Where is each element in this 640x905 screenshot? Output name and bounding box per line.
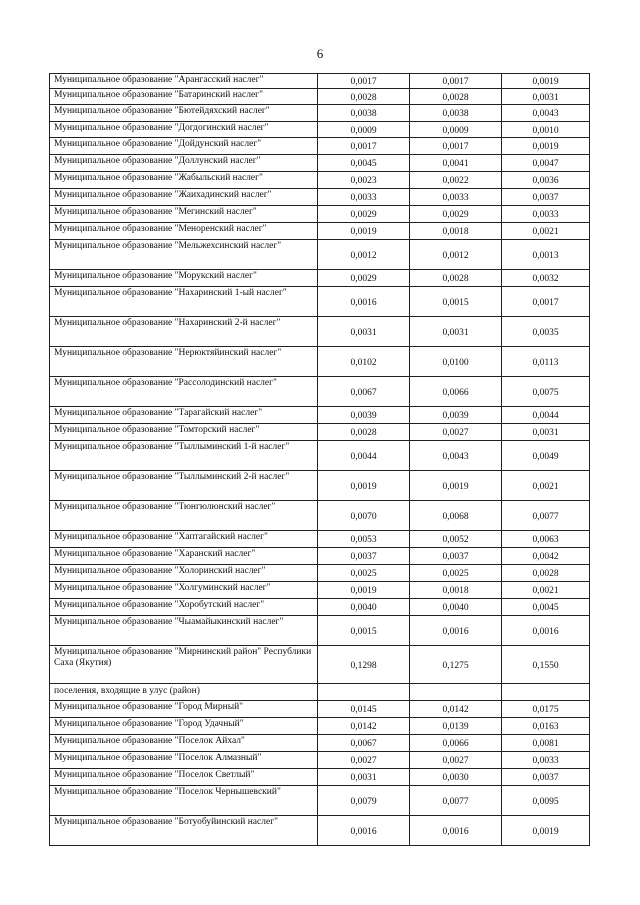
municipality-name: Муниципальное образование "Тыллыминский 1-й наслег" bbox=[50, 441, 318, 471]
value-col-1: 0,0019 bbox=[318, 471, 410, 501]
page-number: 6 bbox=[316, 46, 324, 61]
municipality-name: Муниципальное образование "Холоринский наслег" bbox=[50, 565, 318, 582]
municipality-name: Муниципальное образование "Город Мирный" bbox=[50, 701, 318, 718]
value-col-1 bbox=[318, 684, 410, 701]
value-col-3: 0,0037 bbox=[502, 769, 590, 786]
value-col-3: 0,0032 bbox=[502, 270, 590, 287]
municipality-name: Муниципальное образование "Меноренский наслег" bbox=[50, 223, 318, 240]
value-col-2: 0,0012 bbox=[410, 240, 502, 270]
value-col-1: 0,0019 bbox=[318, 582, 410, 599]
table-row bbox=[50, 471, 590, 501]
value-col-1: 0,0033 bbox=[318, 189, 410, 206]
value-col-3: 0,0036 bbox=[502, 172, 590, 189]
municipality-name: Муниципальное образование "Доллунский наслег" bbox=[50, 155, 318, 172]
value-col-1: 0,0044 bbox=[318, 441, 410, 471]
table-row bbox=[50, 786, 590, 816]
value-col-1: 0,0067 bbox=[318, 735, 410, 752]
value-col-1: 0,0029 bbox=[318, 206, 410, 223]
municipality-name: Муниципальное образование "Нахаринский 2-й наслег" bbox=[50, 317, 318, 347]
value-col-1: 0,0040 bbox=[318, 599, 410, 616]
municipality-name: Муниципальное образование "Холгуминский наслег" bbox=[50, 582, 318, 599]
table-row bbox=[50, 223, 590, 240]
section-row bbox=[50, 684, 590, 701]
table-row bbox=[50, 407, 590, 424]
value-col-1: 0,0031 bbox=[318, 317, 410, 347]
municipality-name: Муниципальное образование "Поселок Айхал" bbox=[50, 735, 318, 752]
municipality-name: Муниципальное образование "Томторский наслег" bbox=[50, 424, 318, 441]
table-row bbox=[50, 565, 590, 582]
value-col-3: 0,0113 bbox=[502, 347, 590, 377]
value-col-1: 0,0012 bbox=[318, 240, 410, 270]
value-col-3: 0,0175 bbox=[502, 701, 590, 718]
table-row bbox=[50, 240, 590, 270]
table-row bbox=[50, 206, 590, 223]
value-col-2: 0,0100 bbox=[410, 347, 502, 377]
value-col-3: 0,0045 bbox=[502, 599, 590, 616]
table-row bbox=[50, 735, 590, 752]
value-col-3: 0,0021 bbox=[502, 471, 590, 501]
value-col-3: 0,0017 bbox=[502, 287, 590, 317]
table-row bbox=[50, 501, 590, 531]
value-col-2: 0,0039 bbox=[410, 407, 502, 424]
value-col-1: 0,0016 bbox=[318, 816, 410, 846]
table-body bbox=[50, 74, 590, 846]
value-col-3: 0,0081 bbox=[502, 735, 590, 752]
value-col-2: 0,0019 bbox=[410, 471, 502, 501]
value-col-1: 0,0025 bbox=[318, 565, 410, 582]
municipality-name: Муниципальное образование "Мельжехсинский наслег" bbox=[50, 240, 318, 270]
value-col-2: 0,0139 bbox=[410, 718, 502, 735]
value-col-2: 0,0052 bbox=[410, 531, 502, 548]
value-col-3: 0,0044 bbox=[502, 407, 590, 424]
table-row bbox=[50, 155, 590, 172]
value-col-2: 0,0017 bbox=[410, 74, 502, 89]
value-col-1: 0,0031 bbox=[318, 769, 410, 786]
table-row bbox=[50, 531, 590, 548]
value-col-3: 0,0019 bbox=[502, 138, 590, 155]
value-col-1: 0,0023 bbox=[318, 172, 410, 189]
value-col-3: 0,0016 bbox=[502, 616, 590, 646]
table-row bbox=[50, 701, 590, 718]
municipality-name: Муниципальное образование "Жабыльский наслег" bbox=[50, 172, 318, 189]
value-col-1: 0,0037 bbox=[318, 548, 410, 565]
table-row bbox=[50, 122, 590, 138]
value-col-3: 0,0163 bbox=[502, 718, 590, 735]
value-col-3: 0,0013 bbox=[502, 240, 590, 270]
value-col-2: 0,0009 bbox=[410, 122, 502, 138]
value-col-2: 0,0030 bbox=[410, 769, 502, 786]
value-col-2: 0,0037 bbox=[410, 548, 502, 565]
value-col-3: 0,0049 bbox=[502, 441, 590, 471]
municipality-name: Муниципальное образование "Хаптагайский наслег" bbox=[50, 531, 318, 548]
value-col-2: 0,0066 bbox=[410, 735, 502, 752]
municipality-name: Муниципальное образование "Поселок Алмазный" bbox=[50, 752, 318, 769]
value-col-3: 0,0019 bbox=[502, 816, 590, 846]
value-col-2: 0,0028 bbox=[410, 270, 502, 287]
value-col-2: 0,0018 bbox=[410, 223, 502, 240]
table-row bbox=[50, 270, 590, 287]
value-col-1: 0,1298 bbox=[318, 646, 410, 684]
value-col-3: 0,0031 bbox=[502, 424, 590, 441]
value-col-3: 0,0047 bbox=[502, 155, 590, 172]
value-col-1: 0,0019 bbox=[318, 223, 410, 240]
municipality-name: Муниципальное образование "Морукский наслег" bbox=[50, 270, 318, 287]
value-col-3: 0,0021 bbox=[502, 223, 590, 240]
value-col-1: 0,0038 bbox=[318, 105, 410, 122]
value-col-1: 0,0102 bbox=[318, 347, 410, 377]
value-col-2: 0,0038 bbox=[410, 105, 502, 122]
value-col-3: 0,0021 bbox=[502, 582, 590, 599]
value-col-1: 0,0039 bbox=[318, 407, 410, 424]
value-col-1: 0,0145 bbox=[318, 701, 410, 718]
value-col-3: 0,0075 bbox=[502, 377, 590, 407]
table-row bbox=[50, 718, 590, 735]
value-col-2: 0,0043 bbox=[410, 441, 502, 471]
municipality-name: Муниципальное образование "Хоробутский наслег" bbox=[50, 599, 318, 616]
table-row bbox=[50, 317, 590, 347]
table-row bbox=[50, 548, 590, 565]
value-col-3: 0,0031 bbox=[502, 89, 590, 105]
value-col-1: 0,0028 bbox=[318, 424, 410, 441]
value-col-2: 0,1275 bbox=[410, 646, 502, 684]
table-row bbox=[50, 189, 590, 206]
municipality-name: Муниципальное образование "Тыллыминский 2-й наслег" bbox=[50, 471, 318, 501]
value-col-2: 0,0068 bbox=[410, 501, 502, 531]
value-col-3: 0,0095 bbox=[502, 786, 590, 816]
value-col-3: 0,0033 bbox=[502, 752, 590, 769]
value-col-1: 0,0017 bbox=[318, 74, 410, 89]
value-col-1: 0,0053 bbox=[318, 531, 410, 548]
municipality-name: Муниципальное образование "Батаринский наслег" bbox=[50, 89, 318, 105]
table-row bbox=[50, 816, 590, 846]
value-col-3: 0,0043 bbox=[502, 105, 590, 122]
municipality-name: Муниципальное образование "Бютейдяхский наслег" bbox=[50, 105, 318, 122]
value-col-2: 0,0066 bbox=[410, 377, 502, 407]
table-row bbox=[50, 89, 590, 105]
value-col-1: 0,0045 bbox=[318, 155, 410, 172]
value-col-1: 0,0079 bbox=[318, 786, 410, 816]
value-col-3: 0,1550 bbox=[502, 646, 590, 684]
value-col-2: 0,0027 bbox=[410, 752, 502, 769]
value-col-3: 0,0042 bbox=[502, 548, 590, 565]
table-row bbox=[50, 616, 590, 646]
value-col-2: 0,0142 bbox=[410, 701, 502, 718]
municipality-name: Муниципальное образование "Нерюктяйинский наслег" bbox=[50, 347, 318, 377]
value-col-3: 0,0028 bbox=[502, 565, 590, 582]
municipality-name: Муниципальное образование "Поселок Светлый" bbox=[50, 769, 318, 786]
value-col-2: 0,0031 bbox=[410, 317, 502, 347]
value-col-2: 0,0015 bbox=[410, 287, 502, 317]
value-col-3: 0,0037 bbox=[502, 189, 590, 206]
value-col-2: 0,0040 bbox=[410, 599, 502, 616]
municipality-name: Муниципальное образование "Город Удачный" bbox=[50, 718, 318, 735]
table-row bbox=[50, 172, 590, 189]
municipality-name: Муниципальное образование "Чыамайыкинский наслег" bbox=[50, 616, 318, 646]
value-col-2: 0,0018 bbox=[410, 582, 502, 599]
table-row bbox=[50, 769, 590, 786]
municipality-name: поселения, входящие в улус (район) bbox=[50, 684, 318, 701]
value-col-2 bbox=[410, 684, 502, 701]
municipality-name: Муниципальное образование "Мегинский наслег" bbox=[50, 206, 318, 223]
table-row bbox=[50, 74, 590, 89]
value-col-3: 0,0063 bbox=[502, 531, 590, 548]
value-col-2: 0,0025 bbox=[410, 565, 502, 582]
municipality-name: Муниципальное образование "Арангасский наслег" bbox=[50, 74, 318, 89]
value-col-3 bbox=[502, 684, 590, 701]
value-col-1: 0,0029 bbox=[318, 270, 410, 287]
value-col-2: 0,0041 bbox=[410, 155, 502, 172]
value-col-3: 0,0033 bbox=[502, 206, 590, 223]
municipality-name: Муниципальное образование "Нахаринский 1-ый наслег" bbox=[50, 287, 318, 317]
value-col-2: 0,0028 bbox=[410, 89, 502, 105]
table-row bbox=[50, 105, 590, 122]
value-col-2: 0,0016 bbox=[410, 816, 502, 846]
table-row bbox=[50, 599, 590, 616]
table-row bbox=[50, 287, 590, 317]
value-col-2: 0,0027 bbox=[410, 424, 502, 441]
value-col-1: 0,0016 bbox=[318, 287, 410, 317]
value-col-2: 0,0022 bbox=[410, 172, 502, 189]
table-row bbox=[50, 347, 590, 377]
value-col-2: 0,0033 bbox=[410, 189, 502, 206]
value-col-1: 0,0017 bbox=[318, 138, 410, 155]
table-row bbox=[50, 752, 590, 769]
table-row bbox=[50, 582, 590, 599]
municipality-name: Муниципальное образование "Догдогинский наслег" bbox=[50, 122, 318, 138]
value-col-3: 0,0035 bbox=[502, 317, 590, 347]
value-col-1: 0,0142 bbox=[318, 718, 410, 735]
value-col-3: 0,0010 bbox=[502, 122, 590, 138]
value-col-1: 0,0067 bbox=[318, 377, 410, 407]
municipality-name: Муниципальное образование "Харанский наслег" bbox=[50, 548, 318, 565]
value-col-1: 0,0015 bbox=[318, 616, 410, 646]
municipality-name: Муниципальное образование "Тарагайский наслег" bbox=[50, 407, 318, 424]
municipality-name: Муниципальное образование "Тюнгюлюнский наслег" bbox=[50, 501, 318, 531]
value-col-2: 0,0017 bbox=[410, 138, 502, 155]
value-col-1: 0,0027 bbox=[318, 752, 410, 769]
value-col-2: 0,0016 bbox=[410, 616, 502, 646]
value-col-3: 0,0019 bbox=[502, 74, 590, 89]
municipality-name: Муниципальное образование "Рассолодинский наслег" bbox=[50, 377, 318, 407]
table-row bbox=[50, 138, 590, 155]
table-row bbox=[50, 441, 590, 471]
municipality-name: Муниципальное образование "Мирнинский район" Республики Саха (Якутия) bbox=[50, 646, 318, 684]
municipality-name: Муниципальное образование "Жаихадинский наслег" bbox=[50, 189, 318, 206]
value-col-2: 0,0077 bbox=[410, 786, 502, 816]
allocation-table bbox=[49, 73, 590, 846]
value-col-2: 0,0029 bbox=[410, 206, 502, 223]
value-col-1: 0,0009 bbox=[318, 122, 410, 138]
value-col-1: 0,0028 bbox=[318, 89, 410, 105]
municipality-name: Муниципальное образование "Дойдунский наслег" bbox=[50, 138, 318, 155]
table-row bbox=[50, 424, 590, 441]
value-col-3: 0,0077 bbox=[502, 501, 590, 531]
table-row bbox=[50, 646, 590, 684]
value-col-1: 0,0070 bbox=[318, 501, 410, 531]
table-row bbox=[50, 377, 590, 407]
municipality-name: Муниципальное образование "Поселок Чернышевский" bbox=[50, 786, 318, 816]
municipality-name: Муниципальное образование "Ботуобуйинский наслег" bbox=[50, 816, 318, 846]
